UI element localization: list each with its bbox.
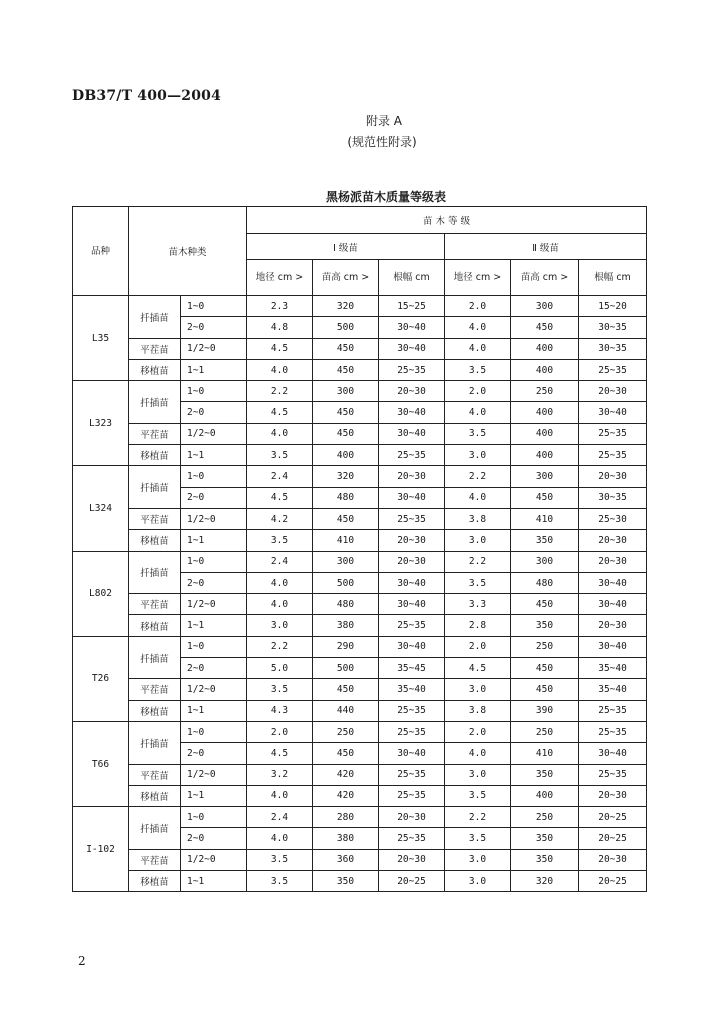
seedling-age: 1~0 <box>181 381 247 402</box>
cell-g1-height: 500 <box>313 658 379 679</box>
header-grade-1: Ⅰ 级苗 <box>247 234 445 260</box>
cell-g1-height: 300 <box>313 551 379 572</box>
cell-g2-height: 350 <box>511 849 579 870</box>
table-row <box>73 807 647 828</box>
cell-g2-root: 20~25 <box>579 871 647 892</box>
cell-g1-root: 20~30 <box>379 807 445 828</box>
cell-g2-diameter: 3.5 <box>445 359 511 380</box>
cell-g2-height: 250 <box>511 807 579 828</box>
cell-g2-diameter: 2.2 <box>445 551 511 572</box>
seedling-age: 2~0 <box>181 828 247 849</box>
cell-g1-height: 450 <box>313 743 379 764</box>
header-g1-height: 苗高 cm > <box>313 260 379 296</box>
cell-g1-height: 450 <box>313 402 379 423</box>
seedling-type: 移植苗 <box>129 359 181 380</box>
table-row <box>73 466 647 487</box>
cell-g1-diameter: 2.4 <box>247 466 313 487</box>
cell-g1-diameter: 4.8 <box>247 317 313 338</box>
cell-g2-diameter: 3.3 <box>445 594 511 615</box>
cell-g2-height: 410 <box>511 743 579 764</box>
cell-g1-root: 30~40 <box>379 636 445 657</box>
appendix-subtitle: (规范性附录) <box>347 135 417 149</box>
table-row <box>73 700 647 721</box>
cell-g2-height: 410 <box>511 508 579 529</box>
cell-g1-diameter: 2.0 <box>247 721 313 742</box>
cell-g1-diameter: 2.2 <box>247 381 313 402</box>
table-row <box>73 296 647 317</box>
cell-g2-root: 35~40 <box>579 679 647 700</box>
cell-g1-height: 290 <box>313 636 379 657</box>
seedling-age: 1~1 <box>181 615 247 636</box>
table-row <box>73 445 647 466</box>
header-grade-2: Ⅱ 级苗 <box>445 234 647 260</box>
cell-g1-root: 30~40 <box>379 594 445 615</box>
header-g2-diameter: 地径 cm > <box>445 260 511 296</box>
seedling-age: 1~0 <box>181 551 247 572</box>
cell-g2-diameter: 3.0 <box>445 445 511 466</box>
cell-g1-diameter: 5.0 <box>247 658 313 679</box>
cell-g1-root: 20~25 <box>379 871 445 892</box>
cell-g1-height: 380 <box>313 828 379 849</box>
cell-g1-diameter: 2.4 <box>247 551 313 572</box>
cell-g2-root: 20~30 <box>579 466 647 487</box>
seedling-age: 1~1 <box>181 700 247 721</box>
cell-g2-root: 30~35 <box>579 317 647 338</box>
cell-g2-diameter: 4.0 <box>445 317 511 338</box>
cell-g1-root: 20~30 <box>379 849 445 870</box>
cell-g2-height: 350 <box>511 615 579 636</box>
cell-g1-root: 25~35 <box>379 445 445 466</box>
seedling-type: 扦插苗 <box>129 296 181 339</box>
seedling-type: 移植苗 <box>129 700 181 721</box>
seedling-type: 平茬苗 <box>129 508 181 529</box>
seedling-age: 1~0 <box>181 296 247 317</box>
seedling-type: 平茬苗 <box>129 764 181 785</box>
table-row <box>73 636 647 657</box>
seedling-type: 移植苗 <box>129 785 181 806</box>
seedling-type: 扦插苗 <box>129 551 181 594</box>
seedling-type: 扦插苗 <box>129 807 181 850</box>
cell-g2-height: 250 <box>511 721 579 742</box>
cell-g2-height: 400 <box>511 402 579 423</box>
cell-g2-diameter: 3.8 <box>445 700 511 721</box>
seedling-type: 扦插苗 <box>129 721 181 764</box>
cell-g1-diameter: 3.5 <box>247 445 313 466</box>
cell-g2-height: 400 <box>511 338 579 359</box>
cell-g1-diameter: 4.0 <box>247 785 313 806</box>
cell-g2-root: 25~30 <box>579 508 647 529</box>
cell-g2-height: 480 <box>511 572 579 593</box>
seedling-age: 1/2~0 <box>181 594 247 615</box>
cell-g1-diameter: 4.5 <box>247 338 313 359</box>
cell-g1-height: 450 <box>313 508 379 529</box>
cell-g1-diameter: 4.5 <box>247 743 313 764</box>
cell-g2-height: 300 <box>511 296 579 317</box>
cell-g1-root: 25~35 <box>379 764 445 785</box>
seedling-age: 1/2~0 <box>181 849 247 870</box>
cell-g1-root: 20~30 <box>379 466 445 487</box>
header-g1-root: 根幅 cm <box>379 260 445 296</box>
cell-g2-diameter: 4.0 <box>445 338 511 359</box>
table-body <box>73 296 647 892</box>
cell-g1-root: 25~35 <box>379 615 445 636</box>
cell-g2-diameter: 3.5 <box>445 828 511 849</box>
cell-g2-diameter: 3.5 <box>445 572 511 593</box>
cell-g2-diameter: 3.5 <box>445 785 511 806</box>
table-row <box>73 785 647 806</box>
cell-g1-height: 480 <box>313 594 379 615</box>
cell-g1-diameter: 4.0 <box>247 594 313 615</box>
seedling-type: 移植苗 <box>129 445 181 466</box>
cell-g2-height: 400 <box>511 445 579 466</box>
cell-g1-height: 450 <box>313 359 379 380</box>
cell-g1-diameter: 2.3 <box>247 296 313 317</box>
cell-g2-root: 25~35 <box>579 359 647 380</box>
cell-g2-root: 25~35 <box>579 445 647 466</box>
cell-g2-root: 35~40 <box>579 658 647 679</box>
cell-g1-root: 15~25 <box>379 296 445 317</box>
cell-g2-height: 350 <box>511 764 579 785</box>
cell-g1-height: 320 <box>313 296 379 317</box>
cell-g1-height: 250 <box>313 721 379 742</box>
cell-g1-height: 350 <box>313 871 379 892</box>
seedling-type: 平茬苗 <box>129 594 181 615</box>
cell-g1-diameter: 3.2 <box>247 764 313 785</box>
cell-g1-height: 480 <box>313 487 379 508</box>
cell-g2-root: 20~30 <box>579 381 647 402</box>
cell-g2-root: 30~35 <box>579 487 647 508</box>
seedling-age: 1/2~0 <box>181 423 247 444</box>
seedling-age: 1/2~0 <box>181 338 247 359</box>
cell-g1-root: 25~35 <box>379 359 445 380</box>
cell-g2-height: 450 <box>511 487 579 508</box>
seedling-age: 1~1 <box>181 530 247 551</box>
seedling-type: 移植苗 <box>129 871 181 892</box>
seedling-type: 平茬苗 <box>129 338 181 359</box>
cell-g1-diameter: 4.5 <box>247 402 313 423</box>
cell-g2-height: 450 <box>511 317 579 338</box>
cell-g2-height: 400 <box>511 359 579 380</box>
variety-name: T26 <box>73 636 129 721</box>
cell-g1-diameter: 4.0 <box>247 572 313 593</box>
seedling-type: 移植苗 <box>129 615 181 636</box>
cell-g2-height: 400 <box>511 785 579 806</box>
cell-g2-diameter: 3.0 <box>445 849 511 870</box>
cell-g1-diameter: 4.3 <box>247 700 313 721</box>
cell-g1-root: 25~35 <box>379 721 445 742</box>
seedling-age: 2~0 <box>181 487 247 508</box>
seedling-age: 1/2~0 <box>181 679 247 700</box>
cell-g2-diameter: 2.0 <box>445 381 511 402</box>
cell-g1-diameter: 3.5 <box>247 530 313 551</box>
cell-g1-diameter: 4.5 <box>247 487 313 508</box>
cell-g2-height: 390 <box>511 700 579 721</box>
cell-g1-height: 500 <box>313 317 379 338</box>
cell-g1-root: 25~35 <box>379 785 445 806</box>
cell-g2-root: 30~40 <box>579 594 647 615</box>
cell-g1-root: 30~40 <box>379 423 445 444</box>
cell-g2-diameter: 3.0 <box>445 871 511 892</box>
cell-g1-root: 20~30 <box>379 551 445 572</box>
cell-g2-root: 20~30 <box>579 785 647 806</box>
cell-g2-height: 400 <box>511 423 579 444</box>
page-number: 2 <box>78 954 86 968</box>
seedling-type: 移植苗 <box>129 530 181 551</box>
seedling-type: 扦插苗 <box>129 466 181 509</box>
cell-g2-diameter: 3.0 <box>445 679 511 700</box>
cell-g2-root: 25~35 <box>579 721 647 742</box>
seedling-age: 1~0 <box>181 466 247 487</box>
table-row <box>73 721 647 742</box>
table-row <box>73 615 647 636</box>
seedling-type: 平茬苗 <box>129 849 181 870</box>
seedling-age: 1~0 <box>181 807 247 828</box>
cell-g2-root: 25~35 <box>579 764 647 785</box>
header-variety: 品种 <box>73 207 129 296</box>
cell-g1-height: 450 <box>313 679 379 700</box>
cell-g1-diameter: 3.5 <box>247 849 313 870</box>
cell-g2-root: 20~30 <box>579 849 647 870</box>
cell-g2-diameter: 2.2 <box>445 466 511 487</box>
cell-g1-root: 30~40 <box>379 338 445 359</box>
seedling-age: 1~0 <box>181 636 247 657</box>
cell-g2-root: 30~40 <box>579 572 647 593</box>
seedling-type: 扦插苗 <box>129 381 181 424</box>
variety-name: L323 <box>73 381 129 466</box>
cell-g2-height: 250 <box>511 636 579 657</box>
cell-g1-diameter: 2.2 <box>247 636 313 657</box>
table-row <box>73 508 647 529</box>
cell-g1-height: 300 <box>313 381 379 402</box>
seedling-age: 2~0 <box>181 402 247 423</box>
cell-g1-height: 410 <box>313 530 379 551</box>
seedling-age: 1~0 <box>181 721 247 742</box>
cell-g1-height: 320 <box>313 466 379 487</box>
cell-g1-height: 420 <box>313 764 379 785</box>
header-g2-height: 苗高 cm > <box>511 260 579 296</box>
cell-g2-height: 450 <box>511 658 579 679</box>
cell-g1-height: 280 <box>313 807 379 828</box>
seedling-age: 2~0 <box>181 743 247 764</box>
cell-g1-root: 20~30 <box>379 530 445 551</box>
cell-g1-root: 30~40 <box>379 743 445 764</box>
cell-g1-diameter: 4.0 <box>247 359 313 380</box>
cell-g1-root: 20~30 <box>379 381 445 402</box>
cell-g2-height: 350 <box>511 530 579 551</box>
cell-g1-diameter: 4.0 <box>247 828 313 849</box>
cell-g2-root: 20~25 <box>579 807 647 828</box>
table-row <box>73 871 647 892</box>
cell-g1-diameter: 3.5 <box>247 679 313 700</box>
header-g1-diameter: 地径 cm > <box>247 260 313 296</box>
cell-g2-diameter: 4.5 <box>445 658 511 679</box>
variety-name: L324 <box>73 466 129 551</box>
cell-g2-diameter: 2.0 <box>445 636 511 657</box>
cell-g2-root: 20~25 <box>579 828 647 849</box>
table-row <box>73 381 647 402</box>
variety-name: L802 <box>73 551 129 636</box>
seedling-age: 1~1 <box>181 785 247 806</box>
cell-g1-height: 400 <box>313 445 379 466</box>
cell-g2-diameter: 2.8 <box>445 615 511 636</box>
table-row <box>73 764 647 785</box>
cell-g1-diameter: 2.4 <box>247 807 313 828</box>
cell-g2-root: 20~30 <box>579 551 647 572</box>
cell-g1-root: 25~35 <box>379 700 445 721</box>
variety-name: I-102 <box>73 807 129 892</box>
seedling-type: 扦插苗 <box>129 636 181 679</box>
cell-g1-root: 35~45 <box>379 658 445 679</box>
cell-g2-root: 15~20 <box>579 296 647 317</box>
header-seedling-type: 苗木种类 <box>129 207 247 296</box>
cell-g2-root: 20~30 <box>579 615 647 636</box>
appendix-title: 附录 A <box>365 114 403 128</box>
seedling-age: 2~0 <box>181 572 247 593</box>
cell-g2-diameter: 4.0 <box>445 743 511 764</box>
seedling-age: 1/2~0 <box>181 508 247 529</box>
cell-g1-root: 30~40 <box>379 402 445 423</box>
cell-g2-root: 25~35 <box>579 700 647 721</box>
cell-g1-height: 360 <box>313 849 379 870</box>
seedling-grade-table <box>72 206 647 892</box>
cell-g2-diameter: 2.2 <box>445 807 511 828</box>
cell-g2-height: 250 <box>511 381 579 402</box>
cell-g2-diameter: 2.0 <box>445 721 511 742</box>
cell-g2-root: 30~40 <box>579 402 647 423</box>
table-title: 黑杨派苗木质量等级表 <box>325 190 446 204</box>
cell-g2-height: 450 <box>511 679 579 700</box>
document-id: DB37/T 400—2004 <box>72 88 222 104</box>
cell-g2-diameter: 3.8 <box>445 508 511 529</box>
header-grade-group: 苗 木 等 级 <box>247 207 647 234</box>
cell-g1-height: 380 <box>313 615 379 636</box>
cell-g2-height: 350 <box>511 828 579 849</box>
table-row <box>73 551 647 572</box>
cell-g1-diameter: 4.0 <box>247 423 313 444</box>
cell-g2-diameter: 3.0 <box>445 530 511 551</box>
variety-name: T66 <box>73 721 129 806</box>
cell-g1-diameter: 3.0 <box>247 615 313 636</box>
cell-g1-height: 450 <box>313 423 379 444</box>
cell-g1-height: 440 <box>313 700 379 721</box>
cell-g1-root: 25~35 <box>379 828 445 849</box>
seedling-age: 1~1 <box>181 871 247 892</box>
seedling-age: 1~1 <box>181 445 247 466</box>
cell-g1-root: 25~35 <box>379 508 445 529</box>
cell-g2-diameter: 4.0 <box>445 402 511 423</box>
cell-g1-root: 30~40 <box>379 487 445 508</box>
cell-g1-height: 420 <box>313 785 379 806</box>
cell-g2-root: 25~35 <box>579 423 647 444</box>
cell-g2-diameter: 4.0 <box>445 487 511 508</box>
cell-g2-height: 450 <box>511 594 579 615</box>
cell-g2-root: 30~35 <box>579 338 647 359</box>
cell-g1-diameter: 3.5 <box>247 871 313 892</box>
cell-g2-diameter: 2.0 <box>445 296 511 317</box>
cell-g1-root: 30~40 <box>379 572 445 593</box>
cell-g2-root: 30~40 <box>579 743 647 764</box>
cell-g2-height: 300 <box>511 551 579 572</box>
seedling-type: 平茬苗 <box>129 423 181 444</box>
variety-name: L35 <box>73 296 129 381</box>
table-row <box>73 423 647 444</box>
cell-g2-root: 30~40 <box>579 636 647 657</box>
header-g2-root: 根幅 cm <box>579 260 647 296</box>
cell-g2-height: 320 <box>511 871 579 892</box>
cell-g2-diameter: 3.0 <box>445 764 511 785</box>
table-row <box>73 359 647 380</box>
table-row <box>73 594 647 615</box>
table-row <box>73 338 647 359</box>
seedling-age: 2~0 <box>181 317 247 338</box>
table-row <box>73 530 647 551</box>
cell-g2-diameter: 3.5 <box>445 423 511 444</box>
table-row <box>73 849 647 870</box>
cell-g1-root: 35~40 <box>379 679 445 700</box>
cell-g2-root: 20~30 <box>579 530 647 551</box>
seedling-age: 1/2~0 <box>181 764 247 785</box>
cell-g1-diameter: 4.2 <box>247 508 313 529</box>
cell-g1-height: 450 <box>313 338 379 359</box>
seedling-age: 2~0 <box>181 658 247 679</box>
seedling-age: 1~1 <box>181 359 247 380</box>
cell-g2-height: 300 <box>511 466 579 487</box>
cell-g1-root: 30~40 <box>379 317 445 338</box>
seedling-type: 平茬苗 <box>129 679 181 700</box>
cell-g1-height: 500 <box>313 572 379 593</box>
table-row <box>73 679 647 700</box>
